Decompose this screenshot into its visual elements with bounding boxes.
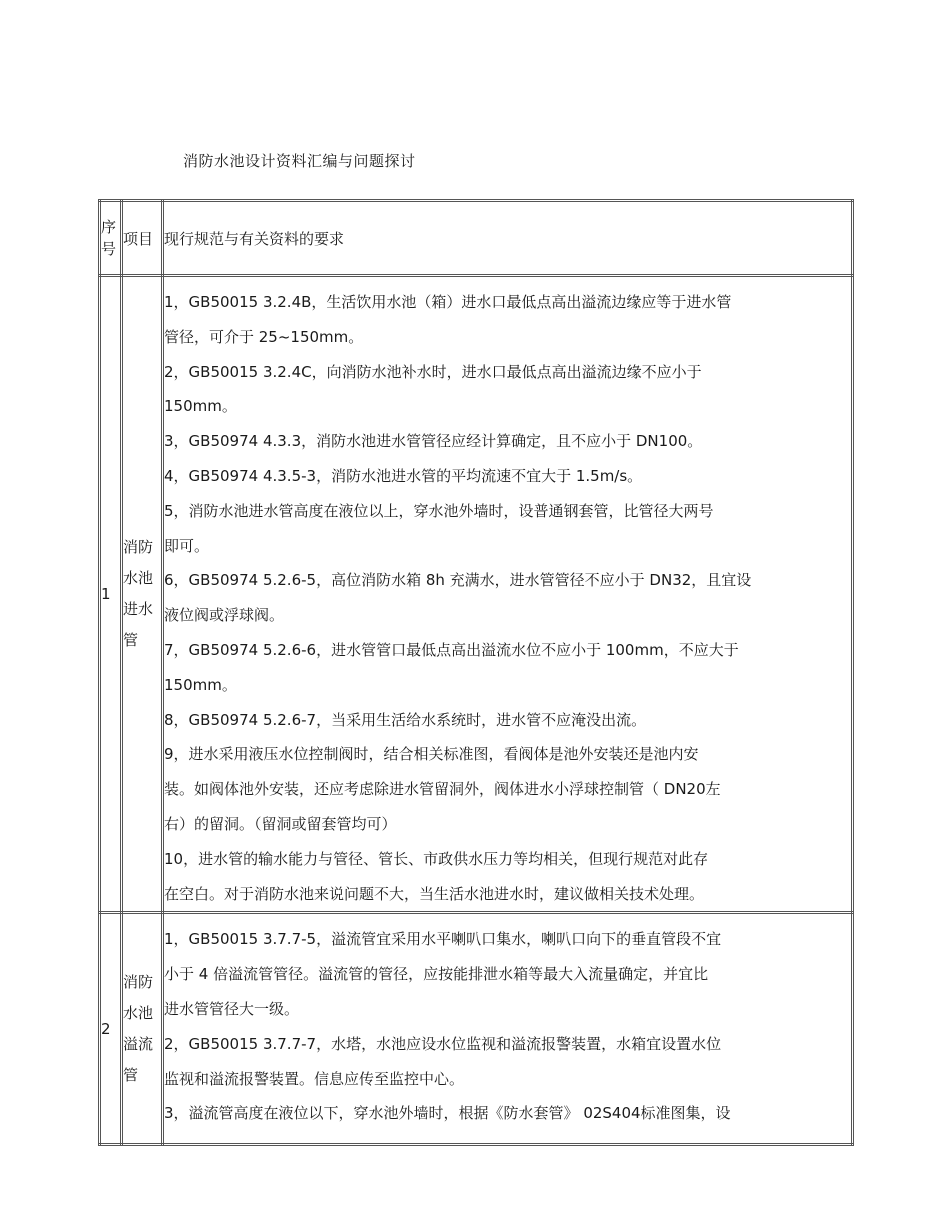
requirement-line: 装。如阀体池外安装，还应考虑除进水管留洞外，阀体进水小浮球控制管（ DN20左 [164,780,721,799]
requirement-line: 在空白。对于消防水池来说问题不大，当生活水池进水时，建议做相关技术处理。 [164,884,705,903]
row-seq: 2 [100,913,122,1145]
row-item-name-line: 消防 [123,538,154,557]
requirement-line: 2，GB50015 3.7.7-7，水塔，水池应设水位监视和溢流报警装置，水箱宜设置水位 [164,1034,722,1053]
header-seq-bottom: 号 [101,240,116,258]
table-row [100,913,853,1145]
requirement-line: 3，GB50974 4.3.3，消防水池进水管管径应经计算确定，且不应小于 DN100。 [164,432,703,451]
requirement-line: 8，GB50974 5.2.6-7，当采用生活给水系统时，进水管不应淹没出流。 [164,710,647,729]
header-seq-top: 序 [101,218,116,236]
row-item-name-line: 消防 [123,972,154,991]
requirement-line: 即可。 [164,536,210,555]
requirement-line: 5，消防水池进水管高度在液位以上，穿水池外墙时，设普通钢套管，比管径大两号 [164,501,714,520]
requirement-line: 150mm。 [164,675,237,694]
row-item-name-line: 进水 [123,600,154,619]
row-item-name [122,276,163,913]
header-seq [100,201,122,276]
requirement-line: 7，GB50974 5.2.6-6，进水管管口最低点高出溢流水位不应小于 100mm，不应大于 [164,640,739,659]
requirement-line: 6，GB50974 5.2.6-5，高位消防水箱 8h 充满水，进水管管径不应小于 DN32，且宜设 [164,571,752,590]
requirement-line: 液位阀或浮球阀。 [164,606,285,625]
requirement-line: 9，进水采用液压水位控制阀时，结合相关标准图，看阀体是池外安装还是池内安 [164,745,699,764]
table-row [100,276,853,913]
requirement-line: 1，GB50015 3.7.7-5，溢流管宜采用水平喇叭口集水，喇叭口向下的垂直管段不宜 [164,930,722,949]
requirement-line: 1，GB50015 3.2.4B，生活饮用水池（箱）进水口最低点高出溢流边缘应等于进水管 [164,293,732,311]
requirement-line: 进水管管径大一级。 [164,999,300,1018]
row-item-name-line: 水池 [123,1003,154,1022]
requirement-line: 2，GB50015 3.2.4C，向消防水池补水时，进水口最低点高出溢流边缘不应小于 [164,362,702,381]
row-item-name-line: 溢流 [123,1034,154,1053]
requirement-line: 150mm。 [164,397,237,416]
row-item-name-line: 水池 [123,569,154,588]
requirement-line: 10，进水管的输水能力与管径、管长、市政供水压力等均相关，但现行规范对此存 [164,849,709,868]
requirements-table [98,199,854,1146]
row-seq: 1 [100,276,122,913]
requirement-line: 小于 4 倍溢流管管径。溢流管的管径，应按能排泄水箱等最大入流量确定，并宜比 [164,965,709,984]
header-requirements: 现行规范与有关资料的要求 [163,201,853,276]
requirement-line: 右）的留洞。（留洞或留套管均可） [164,814,397,833]
row-requirements [163,913,853,1145]
row-requirements [163,276,853,913]
header-item: 项目 [122,201,163,276]
requirement-line: 4，GB50974 4.3.5-3，消防水池进水管的平均流速不宜大于 1.5m/s。 [164,466,643,485]
requirement-line: 3，溢流管高度在液位以下，穿水池外墙时，根据《防水套管》 02S404标准图集，设 [164,1104,731,1123]
table-header-row [100,201,853,276]
row-item-name-line: 管 [123,631,139,650]
row-item-name-line: 管 [123,1065,139,1084]
requirement-line: 管径，可介于 25~150mm。 [164,327,364,346]
row-item-name [122,913,163,1145]
page-title: 消防水池设计资料汇编与问题探讨 [183,152,416,170]
requirement-line: 监视和溢流报警装置。信息应传至监控中心。 [164,1069,465,1088]
